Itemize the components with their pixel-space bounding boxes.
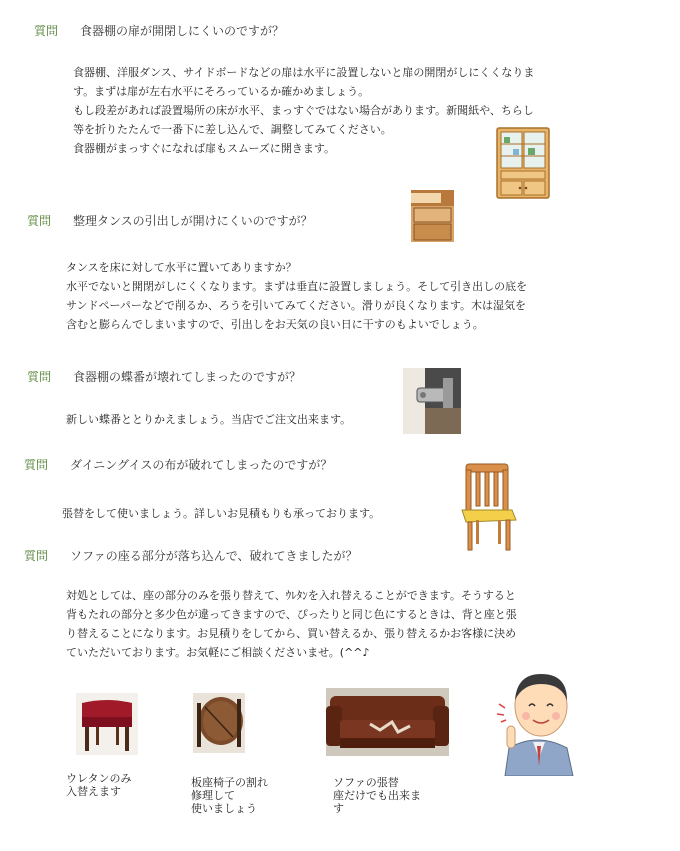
leather-sofa-photo [326,688,449,756]
faq-question-3 [27,368,301,385]
question-label: 質問 [24,549,49,563]
answer-line: サンドペーパーなどで削るか、ろうを引いてみてください。滑りが良くなります。木は湿気を [66,299,527,312]
answer-line: 張替をして使いましょう。詳しいお見積もりも承っております。 [62,507,381,520]
question-title: ソファの座る部分が落ち込んで、破れてきましたが？ [70,549,358,563]
caption-sofa [333,776,421,815]
caption-urethane [66,772,132,798]
shop-staff-illustration [495,666,580,776]
caption-line: す [333,802,344,815]
question-title: 食器棚の扉が開閉しにくいのですが？ [80,24,285,38]
faq-question-4 [24,456,332,473]
caption-line: 板座椅子の割れ [191,776,268,789]
answer-line: 等を折りたたんで一番下に差し込んで、調整してみてください。 [73,123,392,136]
answer-line: 食器棚、洋服ダンス、サイドボードなどの扉は水平に設置しないと扉の開閉がしにくくなりま [73,66,535,79]
answer-line: す。まずは扉が左右水平にそろっているか確かめましょう。 [73,85,370,98]
answer-line: 食器棚がまっすぐになれば扉もスムーズに開きます。 [73,142,336,155]
answer-line: 水平でないと開閉がしにくくなります。まずは垂直に設置しましょう。そして引き出しの底を [66,280,528,293]
question-label: 質問 [27,214,52,228]
caption-line: ソファの張替 [333,776,399,789]
faq-answer-2 [66,258,527,334]
answer-line: 背もたれの部分と多少色が違ってきますので、ぴったりと同じ色にするときは、背と座と張 [66,608,517,621]
hinge-photo [403,368,461,434]
faq-question-1 [34,22,284,39]
caption-line: ウレタンのみ [66,772,132,785]
faq-question-5 [24,547,358,564]
question-label: 質問 [24,458,49,472]
caption-line: 入替えます [66,785,121,798]
faq-answer-4 [62,504,380,523]
answer-line: もし段差があれば設置場所の床が水平、まっすぐではない場合があります。新聞紙や、ちらし [73,104,534,117]
faq-answer-5 [66,586,517,662]
answer-line: 含むと膨らんでしまいますので、引出しをお天気の良い日に干すのもよいでしょう。 [66,318,484,331]
faq-answer-3 [66,410,351,429]
cupboard-illustration [495,126,551,200]
caption-line: 使いましょう [191,802,257,815]
answer-line: タンスを床に対して水平に置いてありますか？ [66,261,297,274]
answer-line: ていただいております。お気軽にご相談くださいませ。(^^♪ [66,646,370,659]
question-title: 食器棚の蝶番が壊れてしまったのですが？ [73,370,302,384]
drawer-photo [411,190,454,242]
wood-chair-photo [193,693,245,753]
question-label: 質問 [27,370,52,384]
answer-line: り替えることになります。お見積りをしてから、買い替えるか、張り替えるかお客様に決め [66,627,517,640]
answer-line: 新しい蝶番ととりかえましょう。当店でご注文出来ます。 [66,413,352,426]
question-label: 質問 [34,24,59,38]
faq-question-2 [27,212,313,229]
answer-line: 対処としては、座の部分のみを張り替えて、ｳﾚﾀﾝを入れ替えることができます。そうすると [66,589,516,602]
question-title: ダイニングイスの布が破れてしまったのですが？ [70,458,333,472]
faq-answer-1 [73,63,534,158]
dining-chair-illustration [458,462,518,552]
stool-photo [76,693,138,755]
caption-line: 修理して [191,789,235,802]
caption-line: 座だけでも出来ま [333,789,421,802]
question-title: 整理タンスの引出しが開けにくいのですが？ [73,214,313,228]
caption-board-chair [191,776,268,815]
